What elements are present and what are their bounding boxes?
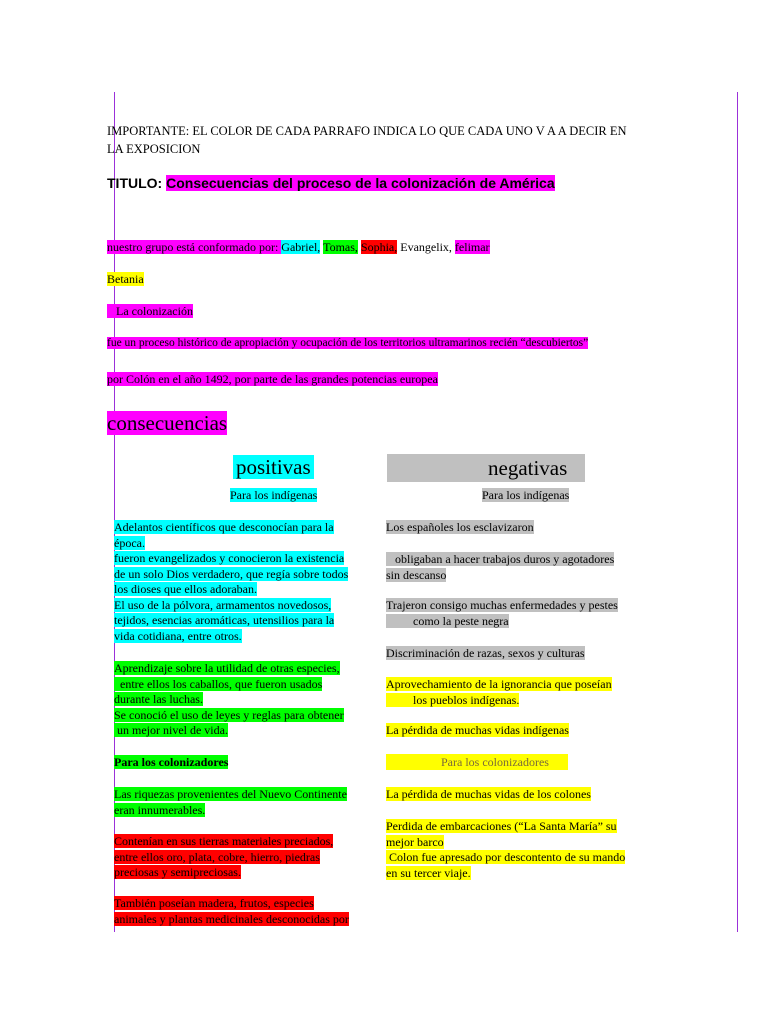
paragraph-line-text: durante las luchas.	[114, 692, 203, 706]
paragraph-line-text: entre ellos los caballos, que fueron usados	[114, 676, 323, 691]
intro-heading-line	[107, 304, 193, 319]
paragraph-line-text: los pueblos indígenas.	[386, 692, 520, 707]
paragraph-line-text: Se conoció el uso de leyes y reglas para obtener	[114, 707, 344, 722]
negativas-paragraph-3	[386, 598, 618, 629]
page-title	[107, 174, 555, 192]
paragraph-line	[386, 520, 534, 536]
paragraph-line	[114, 629, 374, 645]
paragraph-line	[386, 723, 569, 739]
paragraph-line	[114, 692, 374, 708]
negativas-sub-wrap	[482, 488, 569, 503]
notice-line-1: IMPORTANTE: EL COLOR DE CADA PARRAFO INDICA LO QUE CADA UNO V A A DECIR EN	[107, 124, 627, 138]
paragraph-line	[114, 661, 374, 677]
positivas-heading: positivas	[233, 455, 314, 479]
negativas-paragraph-7	[386, 787, 591, 803]
paragraph-line	[114, 677, 374, 693]
paragraph-line	[114, 834, 376, 850]
paragraph-line	[114, 865, 376, 881]
intro-heading: La colonización	[107, 304, 193, 318]
paragraph-line-text: Aprendizaje sobre la utilidad de otras especies,	[114, 661, 340, 675]
negativas-paragraph-1	[386, 520, 534, 536]
paragraph-line	[386, 835, 625, 851]
paragraph-line	[386, 552, 614, 568]
paragraph-line	[386, 819, 625, 835]
paragraph-line-text: Colon fue apresado por descontento de su mando	[386, 850, 626, 864]
intro-line-1-wrap	[107, 336, 588, 351]
paragraph-line	[114, 787, 376, 803]
negativas-paragraph-8	[386, 819, 625, 881]
paragraph-line-text: Discriminación de razas, sexos y culturas	[386, 646, 585, 660]
paragraph-line	[114, 723, 374, 739]
paragraph-line	[114, 582, 374, 598]
positivas-paragraph-1	[114, 520, 374, 644]
negativas-paragraph-5	[386, 677, 612, 708]
member-tomas: Tomas,	[323, 240, 358, 254]
positivas-paragraph-2	[114, 661, 374, 739]
section-heading: consecuencias	[107, 411, 228, 435]
paragraph-line	[114, 598, 374, 614]
paragraph-line-text: mejor barco	[386, 834, 444, 849]
paragraph-line	[386, 677, 612, 693]
member-gabriel: Gabriel,	[281, 240, 321, 254]
group-intro: nuestro grupo está conformado por:	[107, 240, 282, 254]
intro-line-2: por Colón en el año 1492, por parte de las grandes potencias europea	[107, 372, 438, 386]
title-label: TITULO:	[107, 175, 163, 191]
paragraph-line-text: animales y plantas medicinales desconocidas por	[114, 911, 349, 926]
member-betania: Betania	[107, 272, 144, 286]
right-margin-line	[737, 92, 738, 932]
paragraph-line	[386, 866, 625, 882]
paragraph-line-text: Los españoles los esclavizaron	[386, 520, 534, 534]
paragraph-line	[386, 787, 591, 803]
paragraph-line-text: vida cotidiana, entre otros.	[114, 628, 242, 643]
paragraph-line-text: El uso de la pólvora, armamentos novedosos,	[114, 597, 332, 612]
positivas-paragraph-3	[114, 787, 376, 818]
paragraph-line-text: Las riquezas provenientes del Nuevo Continente	[114, 787, 347, 801]
paragraph-line-text: Contenían en sus tierras materiales preciados,	[114, 834, 334, 848]
paragraph-line	[386, 598, 618, 614]
member-betania-line	[107, 272, 144, 287]
paragraph-line	[114, 536, 374, 552]
positivas-sub: Para los indígenas	[230, 488, 318, 502]
positivas-paragraph-5	[114, 896, 376, 927]
paragraph-line-text: sin descanso	[386, 567, 447, 582]
paragraph-line-text: tejidos, esencias aromáticas, utensilios para la	[114, 613, 335, 627]
paragraph-line	[386, 568, 614, 584]
paragraph-line-text: los dioses que ellos adoraban.	[114, 582, 257, 596]
paragraph-line-text: época.	[114, 535, 145, 550]
paragraph-line-text: La pérdida de muchas vidas de los colones	[386, 787, 591, 801]
paragraph-line-text: de un solo Dios verdadero, que regía sobre todos	[114, 566, 349, 581]
paragraph-line-text: También poseían madera, frutos, especies	[114, 896, 314, 910]
paragraph-line	[114, 613, 374, 629]
negativas-paragraph-4	[386, 646, 585, 662]
intro-line-2-wrap	[107, 372, 438, 387]
positivas-paragraph-4	[114, 834, 376, 881]
paragraph-line	[114, 896, 376, 912]
paragraph-line	[386, 850, 625, 866]
paragraph-line	[386, 646, 585, 662]
negativas-heading: negativas	[488, 456, 568, 480]
paragraph-line	[114, 708, 374, 724]
paragraph-line-text: entre ellos oro, plata, cobre, hierro, piedras	[114, 849, 320, 864]
paragraph-line-text: Trajeron consigo muchas enfermedades y pestes	[386, 598, 618, 612]
paragraph-line-text: obligaban a hacer trabajos duros y agotadores	[386, 552, 615, 566]
positivas-colon-heading-wrap	[114, 755, 228, 770]
paragraph-line	[114, 567, 374, 583]
negativas-paragraph-2	[386, 552, 614, 583]
member-sophia: Sophia,	[360, 240, 398, 254]
group-line	[107, 240, 490, 255]
positivas-colon-heading: Para los colonizadores	[114, 755, 229, 769]
negativas-colon-heading: Para los colonizadores	[441, 755, 549, 769]
paragraph-line	[386, 693, 612, 709]
paragraph-line-text: en su tercer viaje.	[386, 865, 471, 880]
negativas-sub: Para los indígenas	[482, 488, 570, 502]
notice-line-2: LA EXPOSICION	[107, 142, 201, 156]
paragraph-line-text: un mejor nivel de vida.	[114, 723, 228, 737]
paragraph-line	[114, 520, 374, 536]
intro-line-1: fue un proceso histórico de apropiación y ocupación de los territorios ultramarinos recién “descubiertos”	[107, 337, 589, 349]
paragraph-line	[114, 803, 376, 819]
paragraph-line-text: Aprovechamiento de la ignorancia que poseían	[386, 677, 612, 691]
positivas-sub-wrap	[230, 488, 317, 503]
paragraph-line-text: La pérdida de muchas vidas indígenas	[386, 723, 569, 737]
negativas-paragraph-6	[386, 723, 569, 739]
paragraph-line	[114, 850, 376, 866]
title-text: Consecuencias del proceso de la colonización de América	[166, 175, 555, 191]
paragraph-line-text: Perdida de embarcaciones (“La Santa María” su	[386, 819, 617, 833]
paragraph-line-text: eran innumerables.	[114, 802, 206, 817]
section-heading-wrap	[107, 410, 227, 436]
paragraph-line	[386, 614, 618, 630]
paragraph-line-text: Adelantos científicos que desconocían para la	[114, 520, 334, 534]
paragraph-line-text: preciosas y semipreciosas.	[114, 865, 241, 879]
paragraph-line-text: fueron evangelizados y conocieron la existencia	[114, 551, 345, 565]
paragraph-line-text: como la peste negra	[386, 613, 509, 628]
paragraph-line	[114, 551, 374, 567]
member-felimar: felimar	[454, 240, 490, 254]
paragraph-line	[114, 912, 376, 928]
positivas-heading-wrap	[233, 454, 314, 480]
member-evangelix: Evangelix,	[397, 240, 455, 254]
